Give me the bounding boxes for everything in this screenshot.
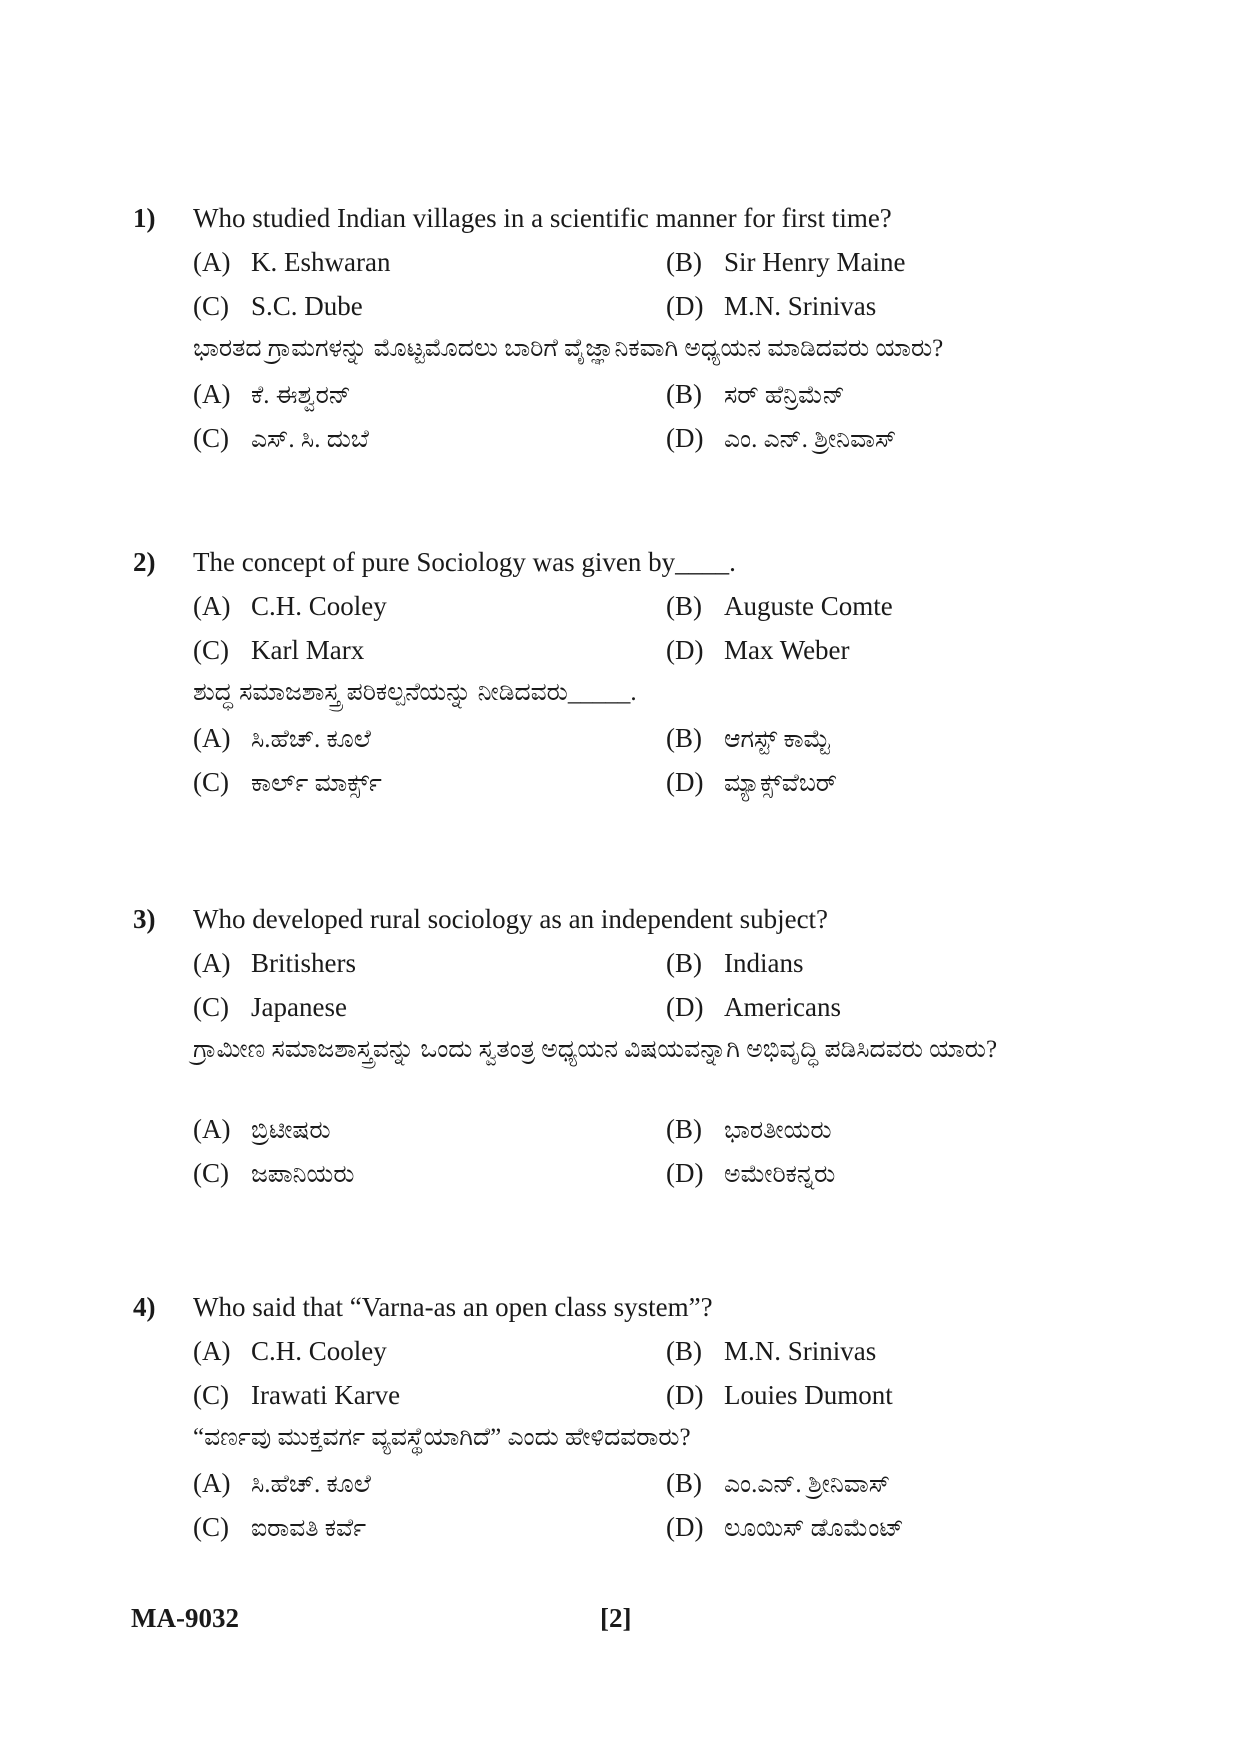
option-text: ಮ್ಯಾಕ್ಸ್‌ವೆಬರ್ bbox=[724, 770, 838, 797]
option-letter: (B) bbox=[666, 1114, 702, 1144]
option-letter: (A) bbox=[193, 1114, 231, 1144]
paper-code: MA-9032 bbox=[131, 1603, 239, 1633]
option-text: Britishers bbox=[251, 948, 356, 978]
option-letter: (A) bbox=[193, 379, 231, 409]
option-letter: (B) bbox=[666, 591, 702, 621]
option-letter: (D) bbox=[666, 992, 704, 1022]
option-c-en bbox=[193, 286, 363, 326]
option-letter: (A) bbox=[193, 1336, 231, 1366]
option-d-en bbox=[666, 630, 850, 670]
option-letter: (C) bbox=[193, 423, 229, 453]
option-b-en bbox=[666, 586, 893, 626]
question-text-en: Who studied Indian villages in a scientific manner for first time? bbox=[193, 203, 892, 233]
option-c-kn bbox=[193, 1507, 366, 1549]
option-b-kn bbox=[666, 1463, 890, 1505]
option-letter: (D) bbox=[666, 767, 704, 797]
option-letter: (C) bbox=[193, 635, 229, 665]
question-text-en: Who said that “Varna-as an open class system”? bbox=[193, 1292, 713, 1322]
option-text: M.N. Srinivas bbox=[724, 1336, 877, 1366]
option-text: Karl Marx bbox=[251, 635, 365, 665]
option-b-en bbox=[666, 1331, 876, 1371]
option-text: ಎಂ.ಎನ್. ಶ್ರೀನಿವಾಸ್ bbox=[724, 1471, 891, 1498]
option-letter: (D) bbox=[666, 423, 704, 453]
question-number: 2) bbox=[133, 547, 156, 577]
question-text-kn: ಭಾರತದ ಗ್ರಾಮಗಳನ್ನು ಮೊಟ್ಟಮೊದಲು ಬಾರಿಗೆ ವೈಜ್ಞಾನಿಕವಾಗಿ ಅಧ್ಯಯನ ಮಾಡಿದವರು ಯಾರು? bbox=[193, 335, 944, 362]
option-d-en bbox=[666, 286, 876, 326]
option-letter: (B) bbox=[666, 1336, 702, 1366]
option-text: ಕೆ. ಈಶ್ವರನ್ bbox=[251, 382, 351, 409]
option-c-kn bbox=[193, 1153, 355, 1195]
option-text: K. Eshwaran bbox=[251, 247, 391, 277]
option-letter: (B) bbox=[666, 948, 702, 978]
option-a-kn bbox=[193, 718, 371, 760]
question-number: 1) bbox=[133, 203, 156, 233]
option-a-kn bbox=[193, 1109, 331, 1151]
option-d-kn bbox=[666, 1507, 904, 1549]
option-letter: (A) bbox=[193, 591, 231, 621]
option-text: ಅಮೇರಿಕನ್ನರು bbox=[724, 1161, 836, 1188]
option-text: Irawati Karve bbox=[251, 1380, 401, 1410]
option-a-en bbox=[193, 242, 390, 282]
option-text: ಲೂಯಿಸ್ ಡೊಮೆಂಟ್ bbox=[724, 1515, 904, 1542]
option-letter: (C) bbox=[193, 1158, 229, 1188]
option-text: ಸಿ.ಹೆಚ್. ಕೂಲೆ bbox=[251, 726, 371, 753]
option-c-en bbox=[193, 987, 347, 1027]
option-letter: (A) bbox=[193, 948, 231, 978]
option-text: ಭಾರತೀಯರು bbox=[724, 1117, 832, 1144]
option-a-en bbox=[193, 1331, 387, 1371]
option-text: ಬ್ರಿಟೀಷರು bbox=[251, 1117, 331, 1144]
option-letter: (D) bbox=[666, 635, 704, 665]
option-d-en bbox=[666, 987, 841, 1027]
option-letter: (C) bbox=[193, 291, 229, 321]
option-text: ಐರಾವತಿ ಕರ್ವೆ bbox=[251, 1515, 367, 1542]
question-number: 4) bbox=[133, 1292, 156, 1322]
option-letter: (D) bbox=[666, 1380, 704, 1410]
option-d-en bbox=[666, 1375, 893, 1415]
option-text: Louies Dumont bbox=[724, 1380, 893, 1410]
question-number: 3) bbox=[133, 904, 156, 934]
option-text: M.N. Srinivas bbox=[724, 291, 877, 321]
option-text: Max Weber bbox=[724, 635, 850, 665]
option-letter: (A) bbox=[193, 247, 231, 277]
option-a-en bbox=[193, 943, 356, 983]
option-c-en bbox=[193, 1375, 400, 1415]
option-text: Americans bbox=[724, 992, 841, 1022]
option-d-kn bbox=[666, 418, 896, 460]
option-letter: (D) bbox=[666, 291, 704, 321]
option-letter: (C) bbox=[193, 767, 229, 797]
option-letter: (D) bbox=[666, 1158, 704, 1188]
option-a-kn bbox=[193, 1463, 371, 1505]
option-letter: (B) bbox=[666, 1468, 702, 1498]
option-text: ಆಗಸ್ಟ್ ಕಾಮ್ಟೆ bbox=[724, 726, 831, 753]
option-text: C.H. Cooley bbox=[251, 591, 387, 621]
option-text: Indians bbox=[724, 948, 804, 978]
option-text: ಸರ್ ಹೆನ್ರಿಮೆನ್ bbox=[724, 382, 845, 409]
option-b-kn bbox=[666, 718, 830, 760]
option-c-kn bbox=[193, 418, 369, 460]
option-text: ಕಾರ್ಲ್ ಮಾರ್ಕ್ಸ್ bbox=[251, 770, 382, 797]
option-letter: (C) bbox=[193, 992, 229, 1022]
option-text: ಎಂ. ಎನ್. ಶ್ರೀನಿವಾಸ್ bbox=[724, 426, 897, 453]
option-text: C.H. Cooley bbox=[251, 1336, 387, 1366]
option-b-en bbox=[666, 242, 905, 282]
option-text: Auguste Comte bbox=[724, 591, 893, 621]
option-text: ಎಸ್. ಸಿ. ದುಬೆ bbox=[251, 426, 369, 453]
option-letter: (A) bbox=[193, 1468, 231, 1498]
question-text-kn: ಗ್ರಾಮೀಣ ಸಮಾಜಶಾಸ್ತ್ರವನ್ನು ಒಂದು ಸ್ವತಂತ್ರ ಅಧ್ಯಯನ ವಿಷಯವನ್ನಾಗಿ ಅಭಿವೃದ್ಧಿ ಪಡಿಸಿದವರು ಯಾರು? bbox=[193, 1036, 998, 1063]
option-text: Japanese bbox=[251, 992, 347, 1022]
option-c-kn bbox=[193, 762, 382, 804]
option-text: Sir Henry Maine bbox=[724, 247, 906, 277]
question-text-kn: ಶುದ್ಧ ಸಮಾಜಶಾಸ್ತ್ರ ಪರಿಕಲ್ಪನೆಯನ್ನು ನೀಡಿದವರು_____. bbox=[193, 679, 637, 706]
option-c-en bbox=[193, 630, 364, 670]
option-letter: (C) bbox=[193, 1380, 229, 1410]
option-d-kn bbox=[666, 1153, 835, 1195]
question-text-en: The concept of pure Sociology was given by____. bbox=[193, 547, 736, 577]
option-text: ಸಿ.ಹೆಚ್. ಕೂಲೆ bbox=[251, 1471, 371, 1498]
option-d-kn bbox=[666, 762, 837, 804]
option-letter: (B) bbox=[666, 247, 702, 277]
option-b-kn bbox=[666, 1109, 832, 1151]
option-b-en bbox=[666, 943, 803, 983]
option-letter: (B) bbox=[666, 723, 702, 753]
option-b-kn bbox=[666, 374, 845, 416]
option-letter: (A) bbox=[193, 723, 231, 753]
option-letter: (B) bbox=[666, 379, 702, 409]
question-text-kn: “ವರ್ಣವು ಮುಕ್ತವರ್ಗ ವ್ಯವಸ್ಥೆಯಾಗಿದೆ” ಎಂದು ಹೇಳಿದವರಾರು? bbox=[193, 1424, 691, 1451]
option-letter: (C) bbox=[193, 1512, 229, 1542]
option-text: ಜಪಾನಿಯರು bbox=[251, 1161, 355, 1188]
option-a-en bbox=[193, 586, 387, 626]
page-number: [2] bbox=[600, 1603, 632, 1633]
option-text: S.C. Dube bbox=[251, 291, 363, 321]
option-letter: (D) bbox=[666, 1512, 704, 1542]
question-text-en: Who developed rural sociology as an independent subject? bbox=[193, 904, 829, 934]
option-a-kn bbox=[193, 374, 351, 416]
